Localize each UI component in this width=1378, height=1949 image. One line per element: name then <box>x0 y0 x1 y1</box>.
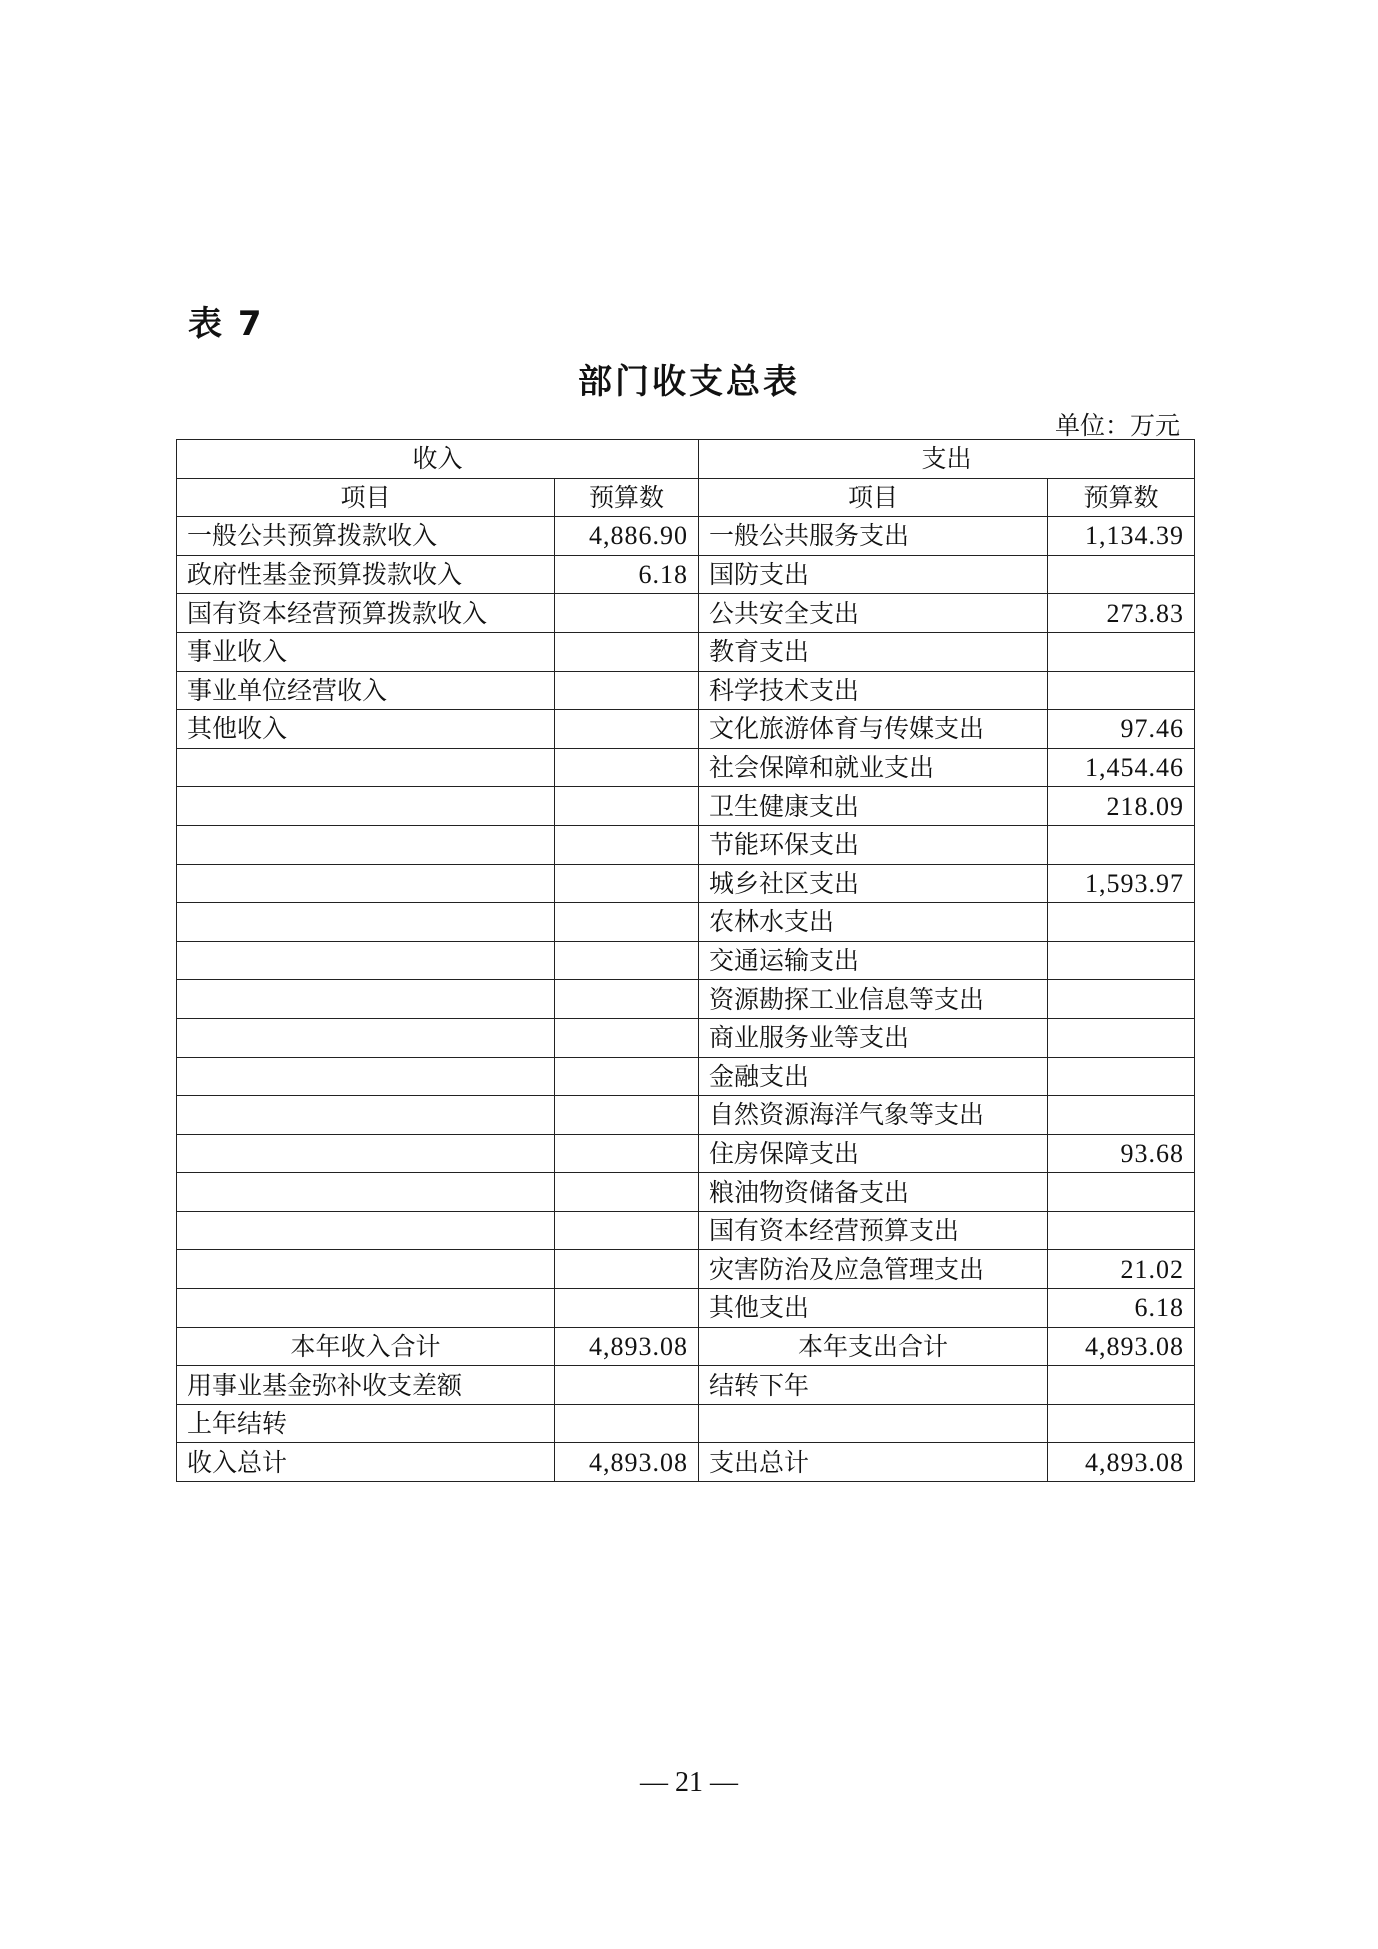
income-item-cell <box>177 787 555 826</box>
income-item-cell <box>177 1173 555 1212</box>
expense-budget-cell <box>1048 1057 1195 1096</box>
expense-budget-cell <box>1048 1096 1195 1135</box>
income-budget-cell <box>555 787 699 826</box>
income-group-header: 收入 <box>177 440 699 479</box>
expense-budget-cell: 1,454.46 <box>1048 748 1195 787</box>
expense-subtotal-value: 4,893.08 <box>1048 1327 1195 1366</box>
income-budget-cell <box>555 594 699 633</box>
income-budget-cell <box>555 941 699 980</box>
income-budget-cell <box>555 980 699 1019</box>
expense-item-cell: 一般公共服务支出 <box>699 517 1048 556</box>
income-budget-cell <box>555 1173 699 1212</box>
income-item-cell: 一般公共预算拨款收入 <box>177 517 555 556</box>
expense-item-cell: 自然资源海洋气象等支出 <box>699 1096 1048 1135</box>
table-body <box>177 517 1195 1327</box>
expense-item-cell <box>699 1404 1048 1443</box>
expense-item-cell: 结转下年 <box>699 1366 1048 1405</box>
income-item-cell <box>177 1018 555 1057</box>
income-subtotal-label: 本年收入合计 <box>177 1327 555 1366</box>
income-budget-cell <box>555 1289 699 1328</box>
expense-item-cell: 资源勘探工业信息等支出 <box>699 980 1048 1019</box>
expense-item-cell: 文化旅游体育与传媒支出 <box>699 710 1048 749</box>
income-item-cell <box>177 1250 555 1289</box>
expense-item-cell: 住房保障支出 <box>699 1134 1048 1173</box>
income-budget-cell: 4,886.90 <box>555 517 699 556</box>
income-budget-cell <box>555 632 699 671</box>
expense-item-cell: 交通运输支出 <box>699 941 1048 980</box>
expense-budget-cell <box>1048 1211 1195 1250</box>
expense-budget-cell: 97.46 <box>1048 710 1195 749</box>
income-budget-cell <box>555 1366 699 1405</box>
column-header-row <box>177 478 1195 517</box>
income-budget-cell <box>555 825 699 864</box>
income-budget-cell <box>555 710 699 749</box>
income-budget-cell <box>555 1096 699 1135</box>
income-budget-cell: 6.18 <box>555 555 699 594</box>
income-item-cell: 国有资本经营预算拨款收入 <box>177 594 555 633</box>
income-budget-cell <box>555 1250 699 1289</box>
expense-budget-cell: 21.02 <box>1048 1250 1195 1289</box>
income-item-cell: 用事业基金弥补收支差额 <box>177 1366 555 1405</box>
expense-item-header: 项目 <box>699 478 1048 517</box>
expense-item-cell: 科学技术支出 <box>699 671 1048 710</box>
expense-item-cell: 公共安全支出 <box>699 594 1048 633</box>
table-row <box>177 710 1195 749</box>
expense-item-cell: 国有资本经营预算支出 <box>699 1211 1048 1250</box>
expense-item-cell: 灾害防治及应急管理支出 <box>699 1250 1048 1289</box>
income-item-cell <box>177 1211 555 1250</box>
table-row <box>177 903 1195 942</box>
expense-item-cell: 粮油物资储备支出 <box>699 1173 1048 1212</box>
table-row <box>177 748 1195 787</box>
income-item-cell: 政府性基金预算拨款收入 <box>177 555 555 594</box>
income-item-cell <box>177 941 555 980</box>
income-item-cell <box>177 903 555 942</box>
table-row <box>177 671 1195 710</box>
income-total-value: 4,893.08 <box>555 1443 699 1482</box>
expense-budget-cell <box>1048 1404 1195 1443</box>
table-row <box>177 1018 1195 1057</box>
income-subtotal-value: 4,893.08 <box>555 1327 699 1366</box>
expense-budget-cell: 273.83 <box>1048 594 1195 633</box>
income-item-cell: 其他收入 <box>177 710 555 749</box>
income-budget-cell <box>555 903 699 942</box>
income-item-cell <box>177 864 555 903</box>
income-item-header: 项目 <box>177 478 555 517</box>
income-budget-cell <box>555 864 699 903</box>
group-header-row <box>177 440 1195 479</box>
expense-budget-cell <box>1048 941 1195 980</box>
income-budget-cell <box>555 748 699 787</box>
expense-budget-cell <box>1048 1366 1195 1405</box>
expense-budget-cell <box>1048 903 1195 942</box>
expense-total-value: 4,893.08 <box>1048 1443 1195 1482</box>
expense-item-cell: 节能环保支出 <box>699 825 1048 864</box>
table-row <box>177 517 1195 556</box>
expense-budget-cell <box>1048 555 1195 594</box>
income-item-cell: 事业单位经营收入 <box>177 671 555 710</box>
expense-budget-cell <box>1048 980 1195 1019</box>
table-row <box>177 787 1195 826</box>
table-row <box>177 1404 1195 1443</box>
table-row <box>177 1250 1195 1289</box>
income-item-cell: 事业收入 <box>177 632 555 671</box>
budget-table <box>176 439 1195 1482</box>
table-row <box>177 1289 1195 1328</box>
table-number-label: 表 7 <box>188 304 264 344</box>
expense-budget-cell: 93.68 <box>1048 1134 1195 1173</box>
income-item-cell <box>177 825 555 864</box>
expense-item-cell: 农林水支出 <box>699 903 1048 942</box>
expense-budget-cell: 1,593.97 <box>1048 864 1195 903</box>
income-item-cell <box>177 1289 555 1328</box>
page-number: — 21 — <box>640 1767 738 1798</box>
table-row <box>177 1366 1195 1405</box>
total-row <box>177 1443 1195 1482</box>
expense-budget-cell: 218.09 <box>1048 787 1195 826</box>
income-budget-header: 预算数 <box>555 478 699 517</box>
table-tail <box>177 1366 1195 1443</box>
income-budget-cell <box>555 1404 699 1443</box>
expense-group-header: 支出 <box>699 440 1195 479</box>
expense-item-cell: 教育支出 <box>699 632 1048 671</box>
income-item-cell <box>177 1057 555 1096</box>
expense-item-cell: 国防支出 <box>699 555 1048 594</box>
expense-item-cell: 商业服务业等支出 <box>699 1018 1048 1057</box>
table-row <box>177 1096 1195 1135</box>
table-row <box>177 1173 1195 1212</box>
income-total-label: 收入总计 <box>177 1443 555 1482</box>
table-row <box>177 980 1195 1019</box>
table-row <box>177 864 1195 903</box>
expense-item-cell: 金融支出 <box>699 1057 1048 1096</box>
expense-budget-cell <box>1048 671 1195 710</box>
income-item-cell <box>177 1096 555 1135</box>
expense-total-label: 支出总计 <box>699 1443 1048 1482</box>
table-row <box>177 1211 1195 1250</box>
expense-item-cell: 城乡社区支出 <box>699 864 1048 903</box>
expense-budget-header: 预算数 <box>1048 478 1195 517</box>
subtotal-row <box>177 1327 1195 1366</box>
expense-budget-cell <box>1048 632 1195 671</box>
expense-budget-cell <box>1048 1018 1195 1057</box>
income-budget-cell <box>555 1057 699 1096</box>
income-budget-cell <box>555 1134 699 1173</box>
income-item-cell: 上年结转 <box>177 1404 555 1443</box>
expense-budget-cell <box>1048 1173 1195 1212</box>
table-row <box>177 632 1195 671</box>
table-row <box>177 594 1195 633</box>
income-item-cell <box>177 748 555 787</box>
table-row <box>177 1134 1195 1173</box>
expense-item-cell: 其他支出 <box>699 1289 1048 1328</box>
expense-budget-cell: 1,134.39 <box>1048 517 1195 556</box>
expense-item-cell: 卫生健康支出 <box>699 787 1048 826</box>
table-row <box>177 941 1195 980</box>
table-row <box>177 1057 1195 1096</box>
page-title: 部门收支总表 <box>578 362 800 402</box>
income-budget-cell <box>555 1211 699 1250</box>
expense-budget-cell: 6.18 <box>1048 1289 1195 1328</box>
table-row <box>177 555 1195 594</box>
table-row <box>177 825 1195 864</box>
income-item-cell <box>177 980 555 1019</box>
unit-label: 单位：万元 <box>1054 411 1180 440</box>
income-budget-cell <box>555 671 699 710</box>
expense-item-cell: 社会保障和就业支出 <box>699 748 1048 787</box>
expense-budget-cell <box>1048 825 1195 864</box>
income-budget-cell <box>555 1018 699 1057</box>
expense-subtotal-label: 本年支出合计 <box>699 1327 1048 1366</box>
income-item-cell <box>177 1134 555 1173</box>
